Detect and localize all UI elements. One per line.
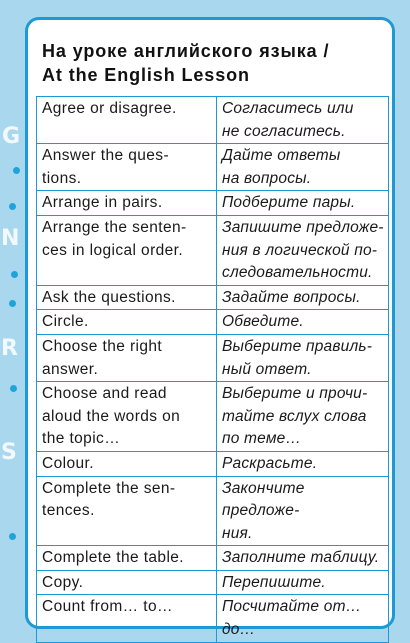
english-phrase <box>37 285 217 310</box>
side-dot <box>9 533 16 540</box>
russian-translation <box>217 97 389 144</box>
side-dot <box>9 300 16 307</box>
phrase-line: Выберите и прочи- <box>222 385 368 403</box>
phrase-line: Дайте ответы <box>222 147 341 165</box>
side-letter: S <box>1 440 17 465</box>
phrase-line: Complete the sen- <box>42 479 176 497</box>
phrase-line: ния в логической по- <box>222 241 378 259</box>
table-row <box>37 144 389 191</box>
russian-translation <box>217 595 389 642</box>
english-phrase <box>37 476 217 546</box>
side-dot <box>10 385 17 392</box>
phrase-line: Заполните таблицу. <box>222 549 380 567</box>
phrase-line: aloud the words on <box>42 407 181 425</box>
phrase-line: ces in logical order. <box>42 241 184 259</box>
side-letter: N <box>1 226 20 251</box>
phrase-line: Задайте вопросы. <box>222 288 361 306</box>
russian-translation <box>217 310 389 335</box>
table-row <box>37 451 389 476</box>
card-title <box>28 20 392 96</box>
english-phrase <box>37 570 217 595</box>
table-row <box>37 382 389 452</box>
title-line-ru: На уроке английского языка / <box>42 41 330 61</box>
phrase-line: Copy. <box>42 573 84 591</box>
phrase-line: Закончите предложе- <box>222 479 305 520</box>
russian-translation <box>217 285 389 310</box>
phrase-line: Ask the questions. <box>42 288 176 306</box>
phrase-line: до… <box>222 621 256 639</box>
phrase-line: Count from… to… <box>42 598 173 616</box>
russian-translation <box>217 451 389 476</box>
russian-translation <box>217 382 389 452</box>
phrase-line: не согласитесь. <box>222 122 346 140</box>
phrase-line: ный ответ. <box>222 360 312 378</box>
russian-translation <box>217 215 389 285</box>
phrase-line: Запишите предложе- <box>222 218 384 236</box>
phrase-line: на вопросы. <box>222 169 312 187</box>
english-phrase <box>37 215 217 285</box>
side-dot <box>13 167 20 174</box>
side-letter: G <box>2 124 21 149</box>
english-phrase <box>37 191 217 216</box>
phrase-line: Обведите. <box>222 313 304 331</box>
phrase-line: Подберите пары. <box>222 194 356 212</box>
phrase-line: Agree or disagree. <box>42 100 177 117</box>
english-phrase <box>37 144 217 191</box>
side-dot <box>11 271 18 278</box>
table-row <box>37 215 389 285</box>
russian-translation <box>217 570 389 595</box>
side-dot <box>9 203 16 210</box>
phrase-line: Colour. <box>42 454 94 472</box>
phrase-line: answer. <box>42 360 99 378</box>
table-row <box>37 97 389 144</box>
title-line-en: At the English Lesson <box>42 65 250 85</box>
english-phrase <box>37 382 217 452</box>
phrase-line: Выберите правиль- <box>222 337 373 355</box>
phrase-line: Посчитайте от… <box>222 598 362 616</box>
english-phrase <box>37 310 217 335</box>
phrase-line: Перепишите. <box>222 573 326 591</box>
phrase-line: Complete the table. <box>42 549 185 567</box>
phrase-line: Choose and read <box>42 385 167 403</box>
phrase-line: the topic… <box>42 430 121 448</box>
phrase-line: Arrange in pairs. <box>42 194 163 212</box>
russian-translation <box>217 546 389 571</box>
phrase-line: следовательности. <box>222 264 373 282</box>
phrase-line: Circle. <box>42 313 89 331</box>
english-phrase <box>37 334 217 381</box>
russian-translation <box>217 334 389 381</box>
english-phrase <box>37 546 217 571</box>
russian-translation <box>217 144 389 191</box>
russian-translation <box>217 191 389 216</box>
table-row <box>37 310 389 335</box>
phrase-line: Answer the ques- <box>42 147 170 165</box>
table-row <box>37 595 389 642</box>
english-phrase <box>37 97 217 144</box>
phrase-card <box>25 17 395 639</box>
phrase-line: Arrange the senten- <box>42 218 187 236</box>
russian-translation <box>217 476 389 546</box>
table-row <box>37 570 389 595</box>
phrase-line: tences. <box>42 502 95 520</box>
phrase-line: Раскрасьте. <box>222 454 318 472</box>
english-phrase <box>37 451 217 476</box>
phrase-table <box>36 96 389 643</box>
english-phrase <box>37 595 217 642</box>
phrase-line: Согласитесь или <box>222 100 354 117</box>
table-row <box>37 476 389 546</box>
phrase-line: tions. <box>42 169 82 187</box>
table-row <box>37 285 389 310</box>
table-row <box>37 334 389 381</box>
phrase-line: тайте вслух слова <box>222 407 367 425</box>
phrase-line: ния. <box>222 524 253 542</box>
phrase-line: Choose the right <box>42 337 163 355</box>
side-letter: R <box>1 336 18 361</box>
table-row <box>37 546 389 571</box>
phrase-line: по теме… <box>222 430 302 448</box>
table-row <box>37 191 389 216</box>
